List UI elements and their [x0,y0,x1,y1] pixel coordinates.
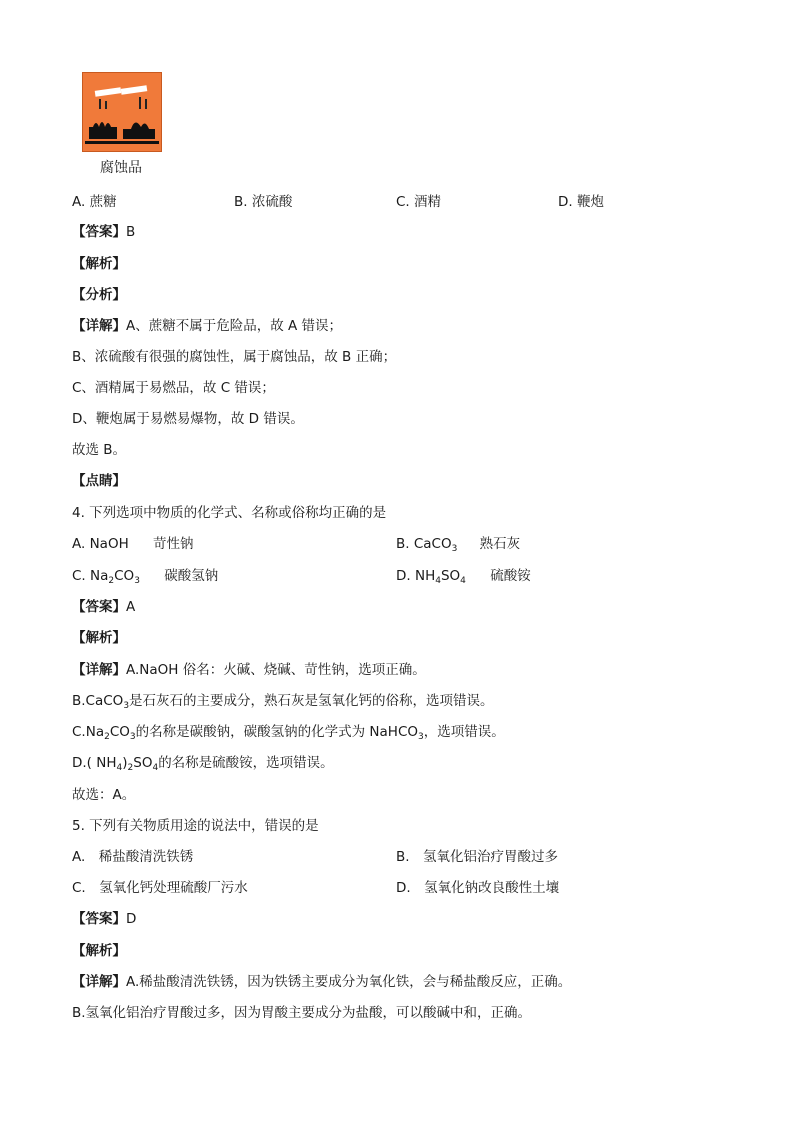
q3-option-a: A. 蔗糖 [72,194,117,210]
q4-detail-d-part1: D.( NH [72,755,117,771]
q4-detail-b-part1: B.CaCO [72,693,124,709]
q5-detail-a: 【详解】A.稀盐酸清洗铁锈，因为铁锈主要成分为氧化铁，会与稀盐酸反应，正确。 [72,974,572,990]
q4-option-d-sub1: 4 [435,576,441,586]
corrosive-hazard-icon [83,73,161,151]
q4-option-b [396,534,520,554]
q4-option-c [72,566,218,586]
q4-detail-d-part2: ) [122,755,128,771]
q4-detail-c-part2: CO [109,724,130,740]
q5-jiexi: 【解析】 [72,943,126,959]
q4-option-c-mid: CO [114,568,135,584]
q4-answer: 【答案】A [72,599,136,615]
q4-detail-d-sub2: 2 [127,763,134,773]
q3-dianjing: 【点睛】 [72,473,126,489]
q4-jiexi: 【解析】 [72,630,126,646]
q5-answer: 【答案】D [72,911,137,927]
q4-option-a-formula: A. NaOH [72,536,129,552]
q3-detail-1: 【详解】A、蔗糖不属于危险品，故 A 错误； [72,318,343,334]
q5-option-d: D. 氢氧化钠改良酸性土壤 [396,880,560,896]
q4-conclusion: 故选：A。 [72,787,136,803]
q4-option-b-formula: B. CaCO [396,536,452,552]
q5-detail-b: B.氢氧化铝治疗胃酸过多，因为胃酸主要成分为盐酸，可以酸碱中和，正确。 [72,1005,532,1021]
q4-option-d [396,566,531,586]
q4-option-a-name: 苛性钠 [153,536,194,552]
q4-option-b-name: 熟石灰 [479,536,521,552]
q4-detail-d [72,753,334,773]
q4-option-d-formula: D. NH [396,568,436,584]
q4-detail-c-part3: 的名称是碳酸钠，碳酸氢钠的化学式为 NaHCO [135,724,418,740]
q3-answer: 【答案】B [72,224,136,240]
q5-stem: 5. 下列有关物质用途的说法中，错误的是 [72,818,319,834]
q4-option-b-sub: 3 [451,544,458,554]
q4-detail-b-part2: 是石灰石的主要成分，熟石灰是氢氧化钙的俗称，选项错误。 [129,693,494,709]
q4-detail-d-sub1: 4 [116,763,123,773]
q3-option-d: D. 鞭炮 [558,194,604,210]
q4-detail-a: 【详解】A.NaOH 俗名：火碱、烧碱、苛性钠，选项正确。 [72,662,426,678]
q4-stem: 4. 下列选项中物质的化学式、名称或俗称均正确的是 [72,505,387,521]
q4-detail-c-sub3: 3 [418,732,424,742]
q3-jiexi: 【解析】 [72,256,126,272]
q4-detail-c-part4: ，选项错误。 [423,724,505,740]
q4-option-d-sub2: 4 [460,576,466,586]
q4-detail-c-sub2: 3 [129,732,136,742]
q5-option-a: A. 稀盐酸清洗铁锈 [72,849,194,865]
q4-detail-d-part3: SO [133,755,153,771]
q5-option-b: B. 氢氧化铝治疗胃酸过多 [396,849,559,865]
q4-detail-b-sub: 3 [123,701,130,711]
q4-option-c-sub1: 2 [108,576,115,586]
q4-option-d-mid: SO [440,568,461,584]
sign-caption: 腐蚀品 [100,160,142,176]
q4-detail-c-part1: C.Na [72,724,105,740]
q4-detail-b [72,691,494,711]
q3-option-b: B. 浓硫酸 [234,194,293,210]
q4-detail-c-sub1: 2 [104,732,110,742]
q5-option-c: C. 氢氧化钙处理硫酸厂污水 [72,880,248,896]
q4-option-c-sub2: 3 [134,576,140,586]
q3-option-c: C. 酒精 [396,194,442,210]
q4-option-c-name: 碳酸氢钠 [164,568,219,584]
q4-option-a [72,534,194,554]
q4-detail-d-part4: 的名称是硫酸铵，选项错误。 [158,755,334,771]
corrosive-hazard-sign [82,72,162,152]
q3-detail-2: B、浓硫酸有很强的腐蚀性，属于腐蚀品，故 B 正确； [72,349,397,365]
q4-detail-c [72,722,505,742]
q3-conclusion: 故选 B。 [72,442,127,458]
q3-fenxi: 【分析】 [72,287,126,303]
q3-detail-3: C、酒精属于易燃品，故 C 错误； [72,380,275,396]
q4-option-d-name: 硫酸铵 [490,568,531,584]
q4-detail-d-sub3: 4 [152,763,159,773]
q3-detail-4: D、鞭炮属于易燃易爆物，故 D 错误。 [72,411,304,427]
q4-option-c-formula: C. Na [72,568,109,584]
